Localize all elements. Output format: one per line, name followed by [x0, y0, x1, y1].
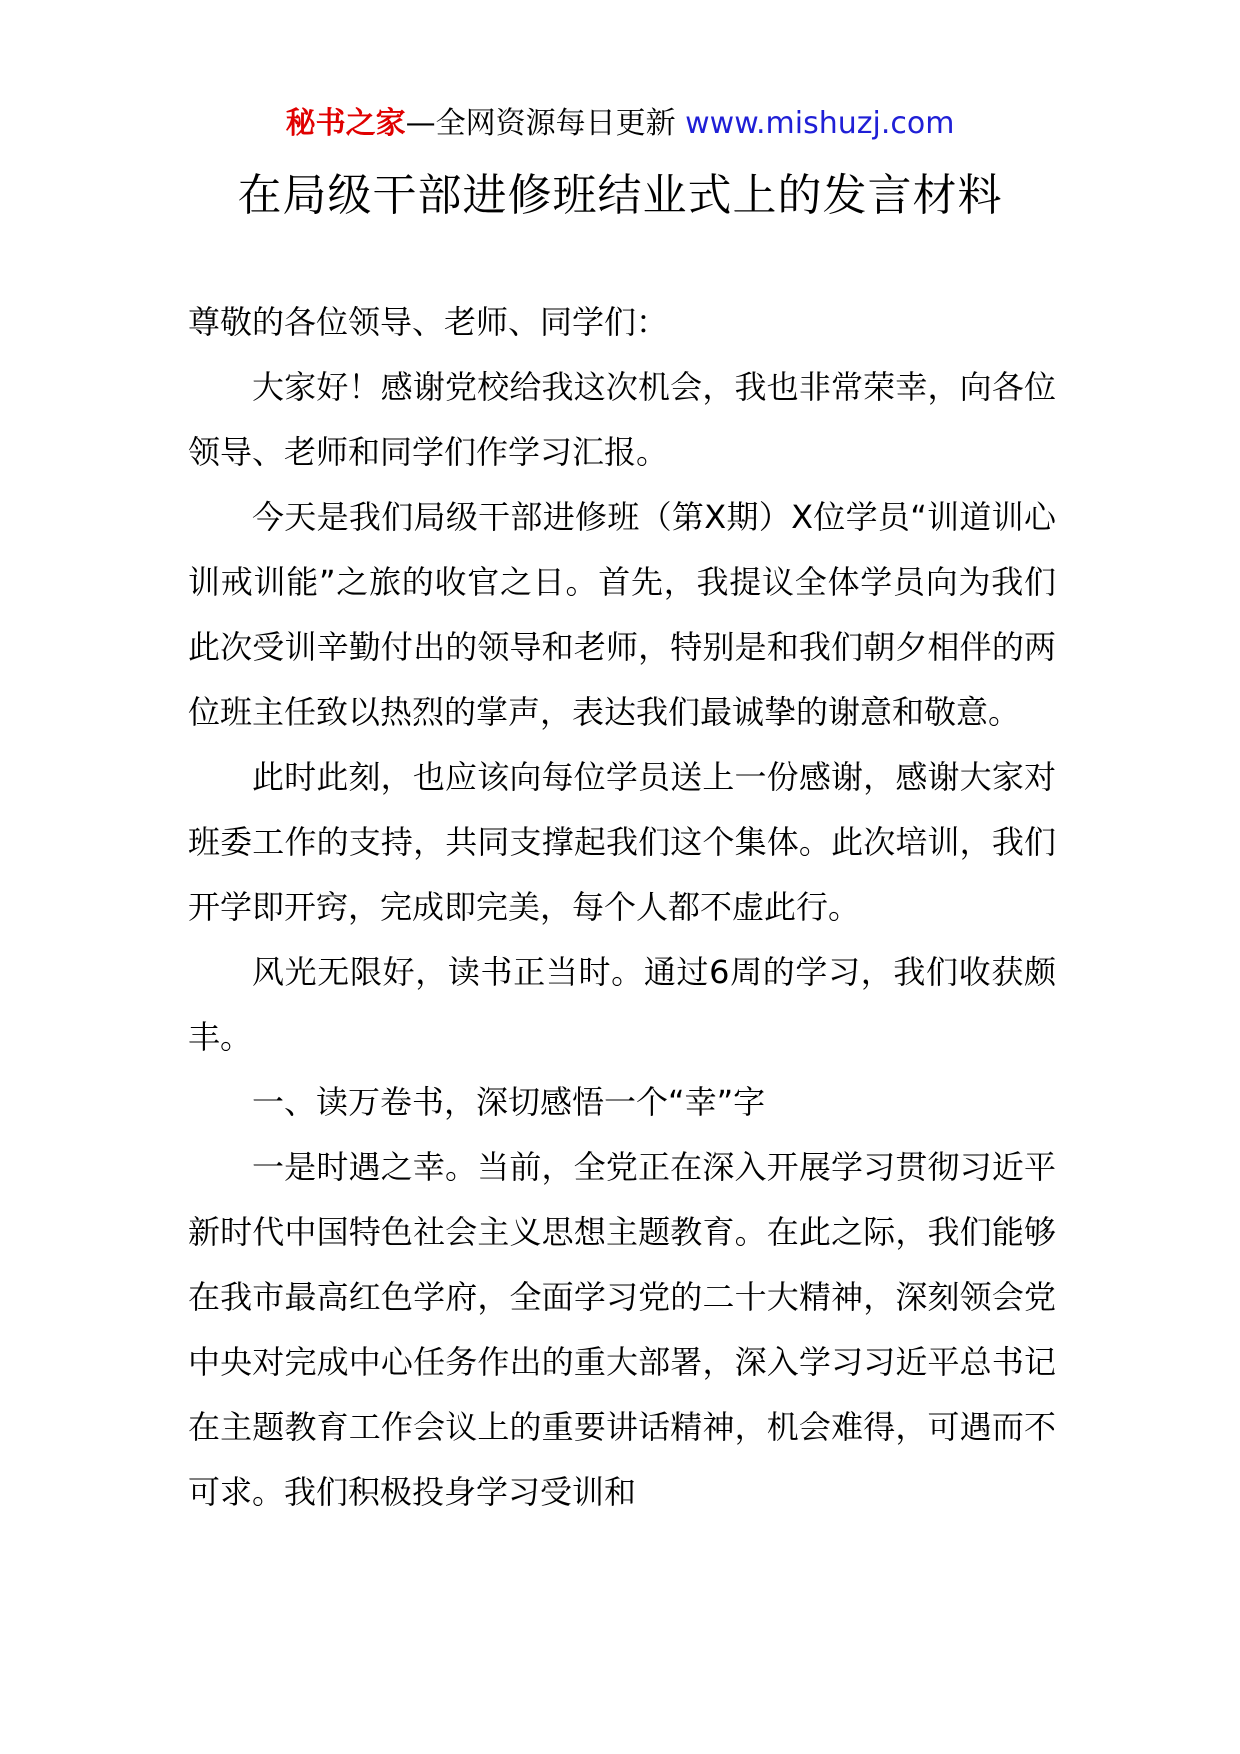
site-url-link[interactable]: www.mishuzj.com [685, 106, 955, 141]
body-paragraph: 风光无限好，读书正当时。通过6周的学习，我们收获颇丰。 [188, 953, 1056, 1056]
document-body [188, 290, 1056, 1525]
section-heading: 一、读万卷书，深切感悟一个“幸”字 [252, 1083, 766, 1121]
body-paragraph: 一是时遇之幸。当前，全党正在深入开展学习贯彻习近平新时代中国特色社会主义思想主题教育。在此之际，我们能够在我市最高红色学府，全面学习党的二十大精神，深刻领会党中央对完成中心任务作出的重大部署，深入学习习近平总书记在主题教育工作会议上的重要讲话精神，机会难得，可遇而不可求。我们积极投身学习受训和 [188, 1148, 1056, 1511]
header-tagline: —全网资源每日更新 [405, 106, 686, 141]
body-paragraph: 大家好！感谢党校给我这次机会，我也非常荣幸，向各位领导、老师和同学们作学习汇报。 [188, 368, 1056, 471]
body-paragraph: 今天是我们局级干部进修班（第X期）X位学员“训道训心训戒训能”之旅的收官之日。首先，我提议全体学员向为我们此次受训辛勤付出的领导和老师，特别是和我们朝夕相伴的两位班主任致以热烈的掌声，表达我们最诚挚的谢意和敬意。 [188, 498, 1056, 731]
document-title: 在局级干部进修班结业式上的发言材料 [237, 170, 1003, 221]
site-header [0, 104, 1240, 144]
brand-name: 秘书之家 [285, 106, 406, 141]
body-paragraph: 此时此刻，也应该向每位学员送上一份感谢，感谢大家对班委工作的支持，共同支撑起我们这个集体。此次培训，我们开学即开窍，完成即完美，每个人都不虚此行。 [188, 758, 1056, 926]
salutation: 尊敬的各位领导、老师、同学们： [188, 303, 669, 341]
